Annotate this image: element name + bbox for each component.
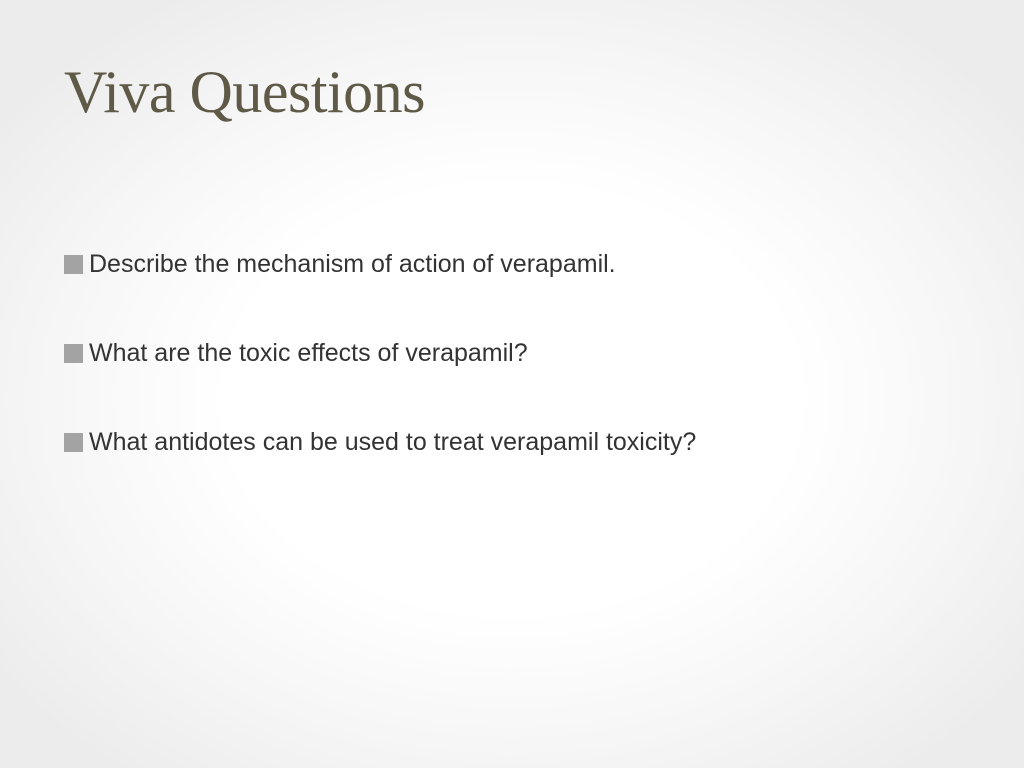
slide-title: Viva Questions — [64, 59, 426, 125]
bullet-text: What are the toxic effects of verapamil? — [89, 338, 528, 367]
square-bullet-icon — [64, 433, 83, 452]
bullet-text: What antidotes can be used to treat verapamil toxicity? — [89, 427, 697, 456]
list-item — [64, 245, 696, 283]
list-item — [64, 334, 696, 372]
bullet-text: Describe the mechanism of action of verapamil. — [89, 249, 616, 278]
square-bullet-icon — [64, 255, 83, 274]
square-bullet-icon — [64, 344, 83, 363]
bullet-list — [64, 245, 696, 512]
list-item — [64, 423, 696, 461]
